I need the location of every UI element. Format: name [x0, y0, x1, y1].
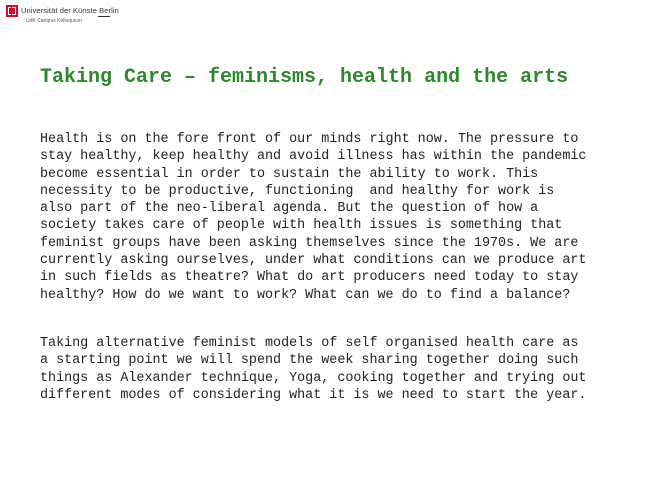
udk-logo-icon — [6, 5, 18, 17]
body-paragraph-1: Health is on the fore front of our minds right now. The pressure to stay healthy, keep healthy and avoid illness has within the pandemic become essential in order to sustain the ability to work. This necessity to be productive, functioning and healthy for work is also part of the neo-liberal agenda. But the question of how a society takes care of people with health issues is something that feminist groups have been asking themselves since the 1970s. We are currently asking ourselves, under what conditions can we produce art in such fields as theatre? What do art producers need today to stay healthy? How do we want to work? What can we do to find a balance? — [40, 132, 587, 303]
university-logo — [6, 5, 119, 27]
page-title: Taking Care – feminisms, health and the arts — [40, 66, 569, 89]
logo-subtitle: UdK Campus Kolloquium — [26, 18, 82, 24]
logo-rule — [98, 16, 110, 17]
body-paragraph-2: Taking alternative feminist models of self organised health care as a starting point we will spend the week sharing together doing such things as Alexander technique, Yoga, cooking together and trying out different modes of considering what it is we need to start the year. — [40, 336, 587, 403]
logo-name: Universität der Künste Berlin — [21, 6, 119, 15]
